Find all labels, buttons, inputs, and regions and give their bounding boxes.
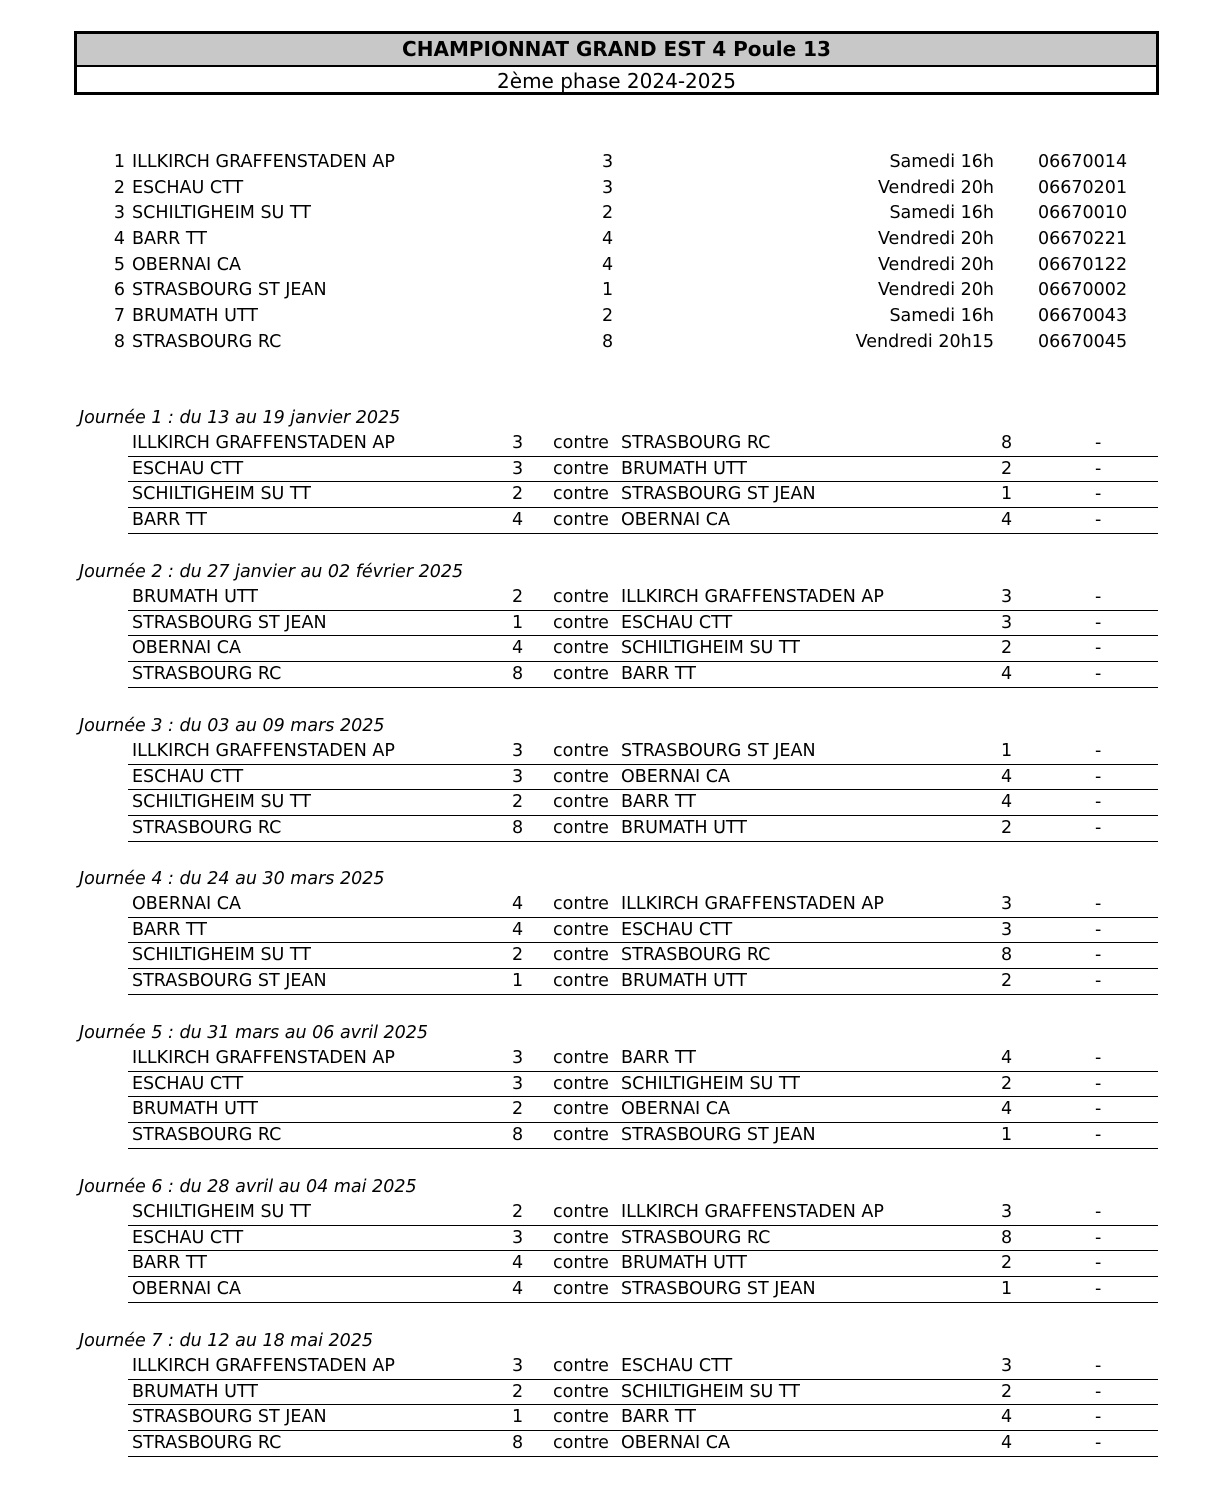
home-team: SCHILTIGHEIM SU TT — [132, 1202, 311, 1222]
home-code: 4 — [512, 894, 524, 914]
match-result: - — [1095, 458, 1102, 479]
versus-label: contre — [553, 433, 609, 453]
away-code: 3 — [1001, 612, 1013, 633]
team-number: 8 — [113, 331, 125, 352]
match-row — [128, 943, 1158, 969]
versus-label: contre — [553, 1253, 609, 1274]
away-code: 4 — [1001, 792, 1013, 813]
match-result: - — [1095, 1381, 1102, 1402]
away-team: ESCHAU CTT — [621, 919, 733, 940]
home-team: OBERNAI CA — [132, 638, 241, 659]
away-code: 8 — [1001, 433, 1013, 453]
versus-label: contre — [553, 971, 609, 992]
away-team: BARR TT — [621, 1048, 696, 1068]
home-team: BRUMATH UTT — [132, 1381, 258, 1402]
away-code: 3 — [1001, 1356, 1013, 1376]
match-row — [128, 431, 1158, 457]
match-result: - — [1095, 971, 1102, 992]
away-code: 2 — [1001, 1073, 1013, 1094]
home-code: 4 — [512, 1279, 524, 1300]
away-team: SCHILTIGHEIM SU TT — [621, 638, 800, 659]
match-row — [128, 457, 1158, 483]
versus-label: contre — [553, 638, 609, 659]
team-row — [0, 278, 1228, 304]
versus-label: contre — [553, 1048, 609, 1068]
team-schedule: Vendredi 20h15 — [855, 331, 994, 352]
home-team: STRASBOURG ST JEAN — [132, 612, 327, 633]
versus-label: contre — [553, 766, 609, 787]
match-row — [128, 739, 1158, 765]
round-block — [0, 559, 1228, 688]
home-team: ESCHAU CTT — [132, 1073, 244, 1094]
team-code: 3 — [602, 152, 614, 172]
round-block — [0, 1328, 1228, 1457]
round-title: Journée 7 : du 12 au 18 mai 2025 — [79, 1331, 374, 1351]
team-number: 1 — [113, 152, 125, 172]
away-code: 2 — [1001, 971, 1013, 992]
team-schedule: Vendredi 20h — [877, 177, 994, 198]
away-team: BRUMATH UTT — [621, 1253, 747, 1274]
home-team: ESCHAU CTT — [132, 1227, 244, 1248]
match-row — [128, 1226, 1158, 1252]
away-code: 2 — [1001, 638, 1013, 659]
home-code: 8 — [512, 818, 524, 839]
team-code: 2 — [602, 306, 614, 327]
away-team: BRUMATH UTT — [621, 458, 747, 479]
away-team: BARR TT — [621, 664, 696, 685]
match-row — [128, 1200, 1158, 1226]
match-row — [128, 1123, 1158, 1149]
home-code: 4 — [512, 1253, 524, 1274]
match-result: - — [1095, 664, 1102, 685]
team-row — [0, 304, 1228, 330]
match-row — [128, 585, 1158, 611]
match-row — [128, 1431, 1158, 1457]
versus-label: contre — [553, 792, 609, 813]
home-team: STRASBOURG ST JEAN — [132, 971, 327, 992]
team-schedule: Samedi 16h — [889, 306, 994, 327]
home-team: ILLKIRCH GRAFFENSTADEN AP — [132, 1048, 395, 1068]
team-schedule: Samedi 16h — [889, 203, 994, 224]
away-team: BRUMATH UTT — [621, 971, 747, 992]
home-code: 2 — [512, 1381, 524, 1402]
versus-label: contre — [553, 1125, 609, 1146]
away-code: 3 — [1001, 587, 1013, 607]
home-code: 1 — [512, 971, 524, 992]
versus-label: contre — [553, 1073, 609, 1094]
round-title: Journée 4 : du 24 au 30 mars 2025 — [79, 869, 385, 889]
home-team: BRUMATH UTT — [132, 587, 258, 607]
header-box — [74, 31, 1159, 95]
match-result: - — [1095, 1048, 1102, 1068]
match-row — [128, 1380, 1158, 1406]
team-name: ILLKIRCH GRAFFENSTADEN AP — [132, 152, 395, 172]
round-title: Journée 3 : du 03 au 09 mars 2025 — [79, 716, 385, 736]
away-team: ILLKIRCH GRAFFENSTADEN AP — [621, 894, 884, 914]
away-team: STRASBOURG RC — [621, 433, 771, 453]
home-team: BARR TT — [132, 919, 207, 940]
home-team: BARR TT — [132, 1253, 207, 1274]
team-id: 06670122 — [1038, 254, 1128, 275]
home-code: 4 — [512, 919, 524, 940]
match-result: - — [1095, 1407, 1102, 1428]
away-code: 4 — [1001, 510, 1013, 531]
away-code: 1 — [1001, 1279, 1013, 1300]
round-block — [0, 713, 1228, 842]
home-code: 3 — [512, 458, 524, 479]
team-code: 3 — [602, 177, 614, 198]
match-row — [128, 918, 1158, 944]
home-code: 3 — [512, 1227, 524, 1248]
team-name: BARR TT — [132, 229, 207, 250]
home-team: STRASBOURG RC — [132, 1433, 282, 1454]
home-code: 1 — [512, 1407, 524, 1428]
home-code: 3 — [512, 1073, 524, 1094]
round-title: Journée 6 : du 28 avril au 04 mai 2025 — [79, 1177, 417, 1197]
match-row — [128, 482, 1158, 508]
away-team: ESCHAU CTT — [621, 612, 733, 633]
home-team: SCHILTIGHEIM SU TT — [132, 792, 311, 813]
match-row — [128, 1354, 1158, 1380]
versus-label: contre — [553, 612, 609, 633]
home-code: 3 — [512, 433, 524, 453]
team-row — [0, 176, 1228, 202]
team-id: 06670043 — [1038, 306, 1128, 327]
away-team: STRASBOURG ST JEAN — [621, 1279, 816, 1300]
match-result: - — [1095, 587, 1102, 607]
versus-label: contre — [553, 510, 609, 531]
team-name: ESCHAU CTT — [132, 177, 244, 198]
match-result: - — [1095, 741, 1102, 761]
home-code: 3 — [512, 766, 524, 787]
match-result: - — [1095, 766, 1102, 787]
team-name: OBERNAI CA — [132, 254, 241, 275]
away-code: 1 — [1001, 484, 1013, 505]
home-code: 8 — [512, 664, 524, 685]
team-id: 06670045 — [1038, 331, 1128, 352]
home-team: ILLKIRCH GRAFFENSTADEN AP — [132, 1356, 395, 1376]
away-code: 4 — [1001, 766, 1013, 787]
team-row — [0, 201, 1228, 227]
team-name: STRASBOURG RC — [132, 331, 282, 352]
match-row — [128, 969, 1158, 995]
away-team: ILLKIRCH GRAFFENSTADEN AP — [621, 587, 884, 607]
away-team: STRASBOURG ST JEAN — [621, 1125, 816, 1146]
away-code: 1 — [1001, 1125, 1013, 1146]
team-number: 6 — [113, 280, 125, 301]
home-team: BRUMATH UTT — [132, 1099, 258, 1120]
team-id: 06670201 — [1038, 177, 1128, 198]
home-team: STRASBOURG ST JEAN — [132, 1407, 327, 1428]
home-code: 4 — [512, 510, 524, 531]
away-code: 8 — [1001, 1227, 1013, 1248]
away-code: 3 — [1001, 894, 1013, 914]
versus-label: contre — [553, 458, 609, 479]
match-row — [128, 765, 1158, 791]
round-title: Journée 5 : du 31 mars au 06 avril 2025 — [79, 1023, 429, 1043]
versus-label: contre — [553, 919, 609, 940]
match-row — [128, 816, 1158, 842]
versus-label: contre — [553, 587, 609, 607]
away-code: 4 — [1001, 1048, 1013, 1068]
match-result: - — [1095, 1227, 1102, 1248]
home-code: 4 — [512, 638, 524, 659]
team-name: SCHILTIGHEIM SU TT — [132, 203, 311, 224]
away-code: 3 — [1001, 1202, 1013, 1222]
away-team: STRASBOURG ST JEAN — [621, 741, 816, 761]
match-result: - — [1095, 945, 1102, 966]
away-team: OBERNAI CA — [621, 1433, 730, 1454]
versus-label: contre — [553, 818, 609, 839]
team-code: 8 — [602, 331, 614, 352]
versus-label: contre — [553, 1279, 609, 1300]
home-team: STRASBOURG RC — [132, 818, 282, 839]
team-name: STRASBOURG ST JEAN — [132, 280, 327, 301]
home-code: 3 — [512, 1356, 524, 1376]
versus-label: contre — [553, 1202, 609, 1222]
home-team: STRASBOURG RC — [132, 664, 282, 685]
away-team: BARR TT — [621, 792, 696, 813]
home-code: 8 — [512, 1125, 524, 1146]
away-code: 3 — [1001, 919, 1013, 940]
home-team: ILLKIRCH GRAFFENSTADEN AP — [132, 433, 395, 453]
home-code: 2 — [512, 792, 524, 813]
match-row — [128, 1097, 1158, 1123]
team-row — [0, 227, 1228, 253]
page-title: CHAMPIONNAT GRAND EST 4 Poule 13 — [77, 34, 1156, 67]
home-team: STRASBOURG RC — [132, 1125, 282, 1146]
team-code: 2 — [602, 203, 614, 224]
team-row — [0, 253, 1228, 279]
team-schedule: Samedi 16h — [889, 152, 994, 172]
home-code: 2 — [512, 484, 524, 505]
home-team: OBERNAI CA — [132, 1279, 241, 1300]
match-result: - — [1095, 792, 1102, 813]
match-row — [128, 611, 1158, 637]
versus-label: contre — [553, 1099, 609, 1120]
round-title: Journée 1 : du 13 au 19 janvier 2025 — [79, 408, 401, 428]
versus-label: contre — [553, 1381, 609, 1402]
home-team: SCHILTIGHEIM SU TT — [132, 945, 311, 966]
match-result: - — [1095, 484, 1102, 505]
versus-label: contre — [553, 894, 609, 914]
team-id: 06670010 — [1038, 203, 1128, 224]
away-team: STRASBOURG RC — [621, 945, 771, 966]
match-row — [128, 1046, 1158, 1072]
home-team: ESCHAU CTT — [132, 458, 244, 479]
team-number: 2 — [113, 177, 125, 198]
home-code: 2 — [512, 587, 524, 607]
home-code: 2 — [512, 945, 524, 966]
match-result: - — [1095, 1279, 1102, 1300]
match-result: - — [1095, 1202, 1102, 1222]
versus-label: contre — [553, 664, 609, 685]
round-block — [0, 1174, 1228, 1303]
away-team: STRASBOURG ST JEAN — [621, 484, 816, 505]
team-schedule: Vendredi 20h — [877, 280, 994, 301]
match-result: - — [1095, 433, 1102, 453]
team-number: 7 — [113, 306, 125, 327]
home-code: 2 — [512, 1202, 524, 1222]
away-code: 2 — [1001, 458, 1013, 479]
away-code: 4 — [1001, 1433, 1013, 1454]
match-result: - — [1095, 1073, 1102, 1094]
home-code: 2 — [512, 1099, 524, 1120]
team-id: 06670014 — [1038, 152, 1128, 172]
away-code: 4 — [1001, 1099, 1013, 1120]
match-result: - — [1095, 894, 1102, 914]
match-row — [128, 790, 1158, 816]
round-title: Journée 2 : du 27 janvier au 02 février 2025 — [79, 562, 464, 582]
home-code: 3 — [512, 741, 524, 761]
match-row — [128, 1405, 1158, 1431]
home-team: OBERNAI CA — [132, 894, 241, 914]
versus-label: contre — [553, 1407, 609, 1428]
round-block — [0, 405, 1228, 534]
team-schedule: Vendredi 20h — [877, 229, 994, 250]
team-number: 3 — [113, 203, 125, 224]
team-id: 06670002 — [1038, 280, 1128, 301]
away-code: 2 — [1001, 1253, 1013, 1274]
match-row — [128, 662, 1158, 688]
versus-label: contre — [553, 484, 609, 505]
match-result: - — [1095, 1356, 1102, 1376]
team-code: 4 — [602, 254, 614, 275]
away-team: STRASBOURG RC — [621, 1227, 771, 1248]
team-list — [0, 150, 1228, 356]
home-code: 3 — [512, 1048, 524, 1068]
match-row — [128, 636, 1158, 662]
team-row — [0, 150, 1228, 176]
versus-label: contre — [553, 1433, 609, 1454]
match-result: - — [1095, 510, 1102, 531]
match-result: - — [1095, 1433, 1102, 1454]
match-row — [128, 1072, 1158, 1098]
away-team: OBERNAI CA — [621, 510, 730, 531]
match-result: - — [1095, 638, 1102, 659]
match-result: - — [1095, 1125, 1102, 1146]
home-team: BARR TT — [132, 510, 207, 531]
away-team: SCHILTIGHEIM SU TT — [621, 1073, 800, 1094]
team-name: BRUMATH UTT — [132, 306, 258, 327]
team-code: 1 — [602, 280, 614, 301]
away-team: ESCHAU CTT — [621, 1356, 733, 1376]
match-result: - — [1095, 1253, 1102, 1274]
away-code: 2 — [1001, 818, 1013, 839]
match-row — [128, 1277, 1158, 1303]
team-code: 4 — [602, 229, 614, 250]
home-team: ILLKIRCH GRAFFENSTADEN AP — [132, 741, 395, 761]
team-id: 06670221 — [1038, 229, 1128, 250]
team-number: 4 — [113, 229, 125, 250]
home-team: ESCHAU CTT — [132, 766, 244, 787]
away-team: OBERNAI CA — [621, 766, 730, 787]
match-row — [128, 892, 1158, 918]
match-result: - — [1095, 919, 1102, 940]
away-code: 4 — [1001, 1407, 1013, 1428]
away-code: 1 — [1001, 741, 1013, 761]
away-team: SCHILTIGHEIM SU TT — [621, 1381, 800, 1402]
home-team: SCHILTIGHEIM SU TT — [132, 484, 311, 505]
team-schedule: Vendredi 20h — [877, 254, 994, 275]
match-row — [128, 1251, 1158, 1277]
match-result: - — [1095, 612, 1102, 633]
versus-label: contre — [553, 741, 609, 761]
team-row — [0, 330, 1228, 356]
match-result: - — [1095, 818, 1102, 839]
match-row — [128, 508, 1158, 534]
home-code: 1 — [512, 612, 524, 633]
versus-label: contre — [553, 1227, 609, 1248]
round-block — [0, 1020, 1228, 1149]
away-team: ILLKIRCH GRAFFENSTADEN AP — [621, 1202, 884, 1222]
team-number: 5 — [113, 254, 125, 275]
home-code: 8 — [512, 1433, 524, 1454]
away-team: BARR TT — [621, 1407, 696, 1428]
away-code: 2 — [1001, 1381, 1013, 1402]
away-team: OBERNAI CA — [621, 1099, 730, 1120]
page-subtitle: 2ème phase 2024-2025 — [497, 69, 736, 93]
versus-label: contre — [553, 945, 609, 966]
round-block — [0, 866, 1228, 995]
away-code: 8 — [1001, 945, 1013, 966]
match-result: - — [1095, 1099, 1102, 1120]
versus-label: contre — [553, 1356, 609, 1376]
away-team: BRUMATH UTT — [621, 818, 747, 839]
away-code: 4 — [1001, 664, 1013, 685]
